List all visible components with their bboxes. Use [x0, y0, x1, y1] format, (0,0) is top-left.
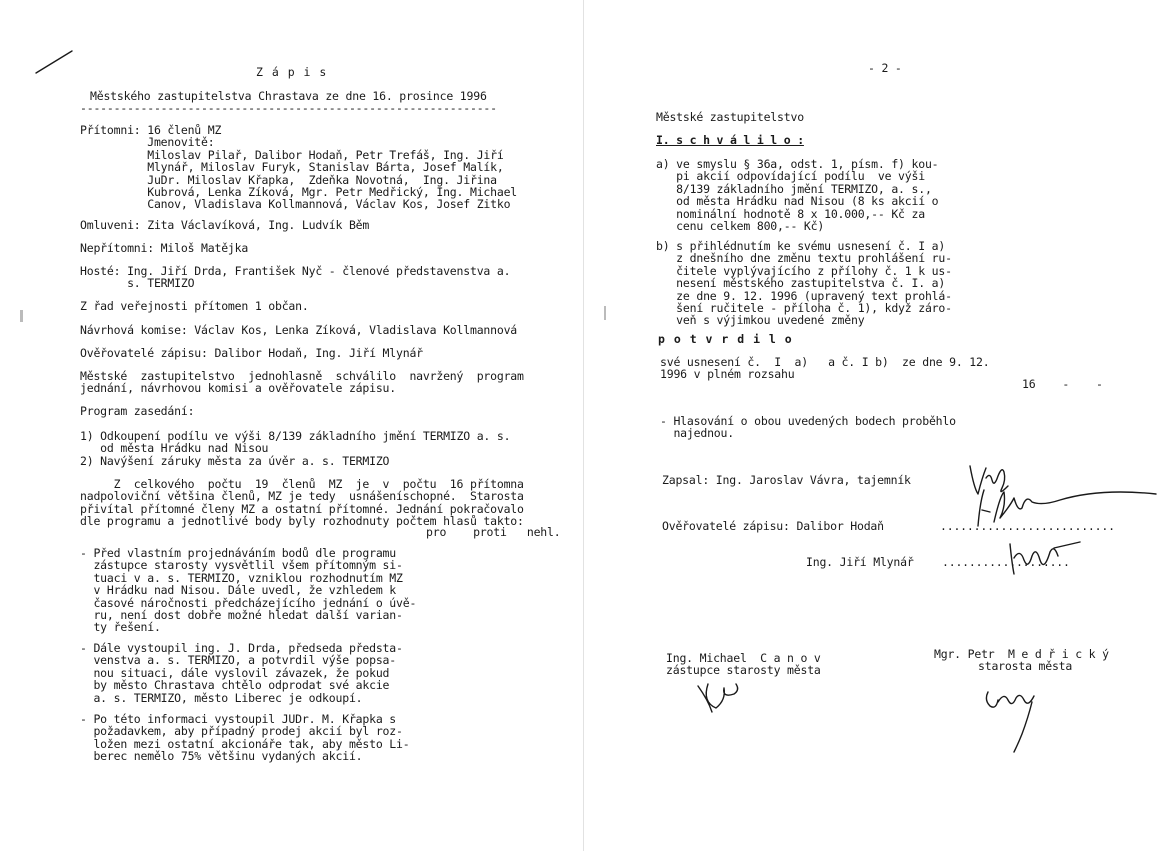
- vote-columns-header: pro proti nehl.: [426, 525, 561, 539]
- header-rule: --------------------------------------------------------------: [80, 101, 497, 115]
- deputy-title: zástupce starosty města: [666, 663, 821, 677]
- confirmed-text: své usnesení č. I a) a č. I b) ze dne 9. 12. 1996 v plném rozsahu: [660, 355, 990, 382]
- deputy-name: Ing. Michael C a n o v: [666, 651, 821, 665]
- program-heading: Program zasedání:: [80, 404, 195, 418]
- draft-commission: Návrhová komise: Václav Kos, Lenka Zíková, Vladislava Kollmannová: [80, 323, 518, 337]
- discussion-item: - Před vlastním projednáváním bodů dle programu zástupce starosty vysvětlil všem přítomným si- tuaci v a. s. TERMIZO, vzniklou rozhodnutím MZ v Hrádku nad Nisou. Dále uvedl, že vzhledem k časové náročnosti předcházejícího jednání o úvě- ru, není dost dobře možné hledat další varian- ty řešení.: [80, 546, 417, 635]
- quorum-statement: Z celkového počtu 19 členů MZ je v počtu 16 přítomna nadpoloviční většina členů, MZ je tedy usnášeníschopné. Starosta přivítal přítomné členy MZ a ostatní přítomné. Jednání pokračovalo dle programu a jednotlivé body byly rozhodnuty počtem hlasů takto:: [80, 477, 524, 529]
- absent-members: Nepřítomni: Miloš Matějka: [80, 241, 249, 255]
- confirmed-heading: p o t v r d i l o: [658, 332, 793, 346]
- public-attendance: Z řad veřejnosti přítomen 1 občan.: [80, 299, 309, 313]
- mayor-name: Mgr. Petr M e d ř i c k ý: [934, 647, 1109, 661]
- verifier-name: Ing. Jiří Mlynář: [806, 555, 914, 569]
- program-approval: Městské zastupitelstvo jednohlasně schválilo navržený program jednání, návrhovou komisi a ověřovatele zápisu.: [80, 369, 524, 396]
- vote-count: 16 - -: [1022, 377, 1103, 391]
- voting-note: - Hlasování o obou uvedených bodech proběhlo najednou.: [660, 414, 956, 441]
- document-subtitle: Městského zastupitelstva Chrastava ze dne 16. prosince 1996: [90, 89, 487, 103]
- resolution-item-a: a) ve smyslu § 36a, odst. 1, písm. f) kou- pi akcií odpovídající podílu ve výši 8/139 základního jmění TERMIZO, a. s., od města Hrádku nad Nisou (8 ks akcií o nominální hodnotě 8 x 10.000,-- Kč za cenu celkem 800,-- Kč): [656, 157, 939, 234]
- scan-speck: [604, 306, 606, 320]
- handwritten-signature-mlynar: [1004, 534, 1084, 582]
- page-fold: [583, 0, 584, 851]
- minute-verifiers: Ověřovatelé zápisu: Dalibor Hodaň, Ing. Jiří Mlynář: [80, 346, 423, 360]
- excused-members: Omluveni: Zita Václavíková, Ing. Ludvík Běm: [80, 218, 370, 232]
- resolution-item-b: b) s přihlédnutím ke svému usnesení č. I a) z dnešního dne změnu textu prohlášení ru- čitele vyplývajícího z přílohy č. 1 k us- nesení městského zastupitelstva č. I. a) ze dne 9. 12. 1996 (upravený text prohlá- šení ručitele - příloha č. 1), když záro- veň s výjimkou uvedené změny: [656, 239, 952, 328]
- present-members: Přítomni: 16 členů MZ Jmenovitě: Miloslav Pilař, Dalibor Hodaň, Petr Trefáš, Ing. Jiří Mlynář, Miloslav Furyk, Stanislav Bárta, Josef Malík, JuDr. Miloslav Křapka, Zdeňka Novotná, Ing. Jiřina Kubrová, Lenka Zíková, Mgr. Petr Medřický, Ing. Michael Canov, Vladislava Kollmannová, Václav Kos, Josef Zitko: [80, 123, 518, 212]
- mayor-title: starosta města: [978, 659, 1073, 673]
- body-name: Městské zastupitelstvo: [656, 110, 804, 124]
- guests: Hosté: Ing. Jiří Drda, František Nyč - členové představenstva a. s. TERMIZO: [80, 264, 511, 291]
- signature-line: ...................: [942, 555, 1070, 569]
- signature-line: ..........................: [940, 519, 1115, 533]
- handwritten-signature-medricky: [982, 678, 1042, 756]
- scan-speck: [20, 310, 23, 322]
- margin-pen-mark: [34, 48, 74, 76]
- right-page: [586, 0, 1168, 851]
- approved-heading: I. s c h v á l i l o :: [656, 133, 804, 147]
- handwritten-signature-hodan: [970, 482, 1160, 532]
- verifiers-label: Ověřovatelé zápisu: Dalibor Hodaň: [662, 519, 884, 533]
- recorded-by: Zapsal: Ing. Jaroslav Vávra, tajemník: [662, 473, 911, 487]
- document-title: Z á p i s: [256, 65, 328, 79]
- discussion-item: - Dále vystoupil ing. J. Drda, předseda předsta- venstva a. s. TERMIZO, a potvrdil výše popsa- nou situaci, dále vyslovil závazek, že pokud by město Chrastava chtělo odprodat své akcie a. s. TERMIZO, město Liberec je odkoupí.: [80, 641, 403, 705]
- handwritten-signature-canov: [694, 680, 744, 716]
- page-number: - 2 -: [868, 61, 902, 75]
- program-items: 1) Odkoupení podílu ve výši 8/139 základního jmění TERMIZO a. s. od města Hrádku nad Nisou 2) Navýšení záruky města za úvěr a. s. TERMIZO: [80, 429, 511, 468]
- discussion-item: - Po této informaci vystoupil JUDr. M. Křapka s požadavkem, aby případný prodej akcií byl roz- ložen mezi ostatní akcionáře tak, aby město Li- berec nemělo 75% většinu vydaných akcií.: [80, 712, 410, 764]
